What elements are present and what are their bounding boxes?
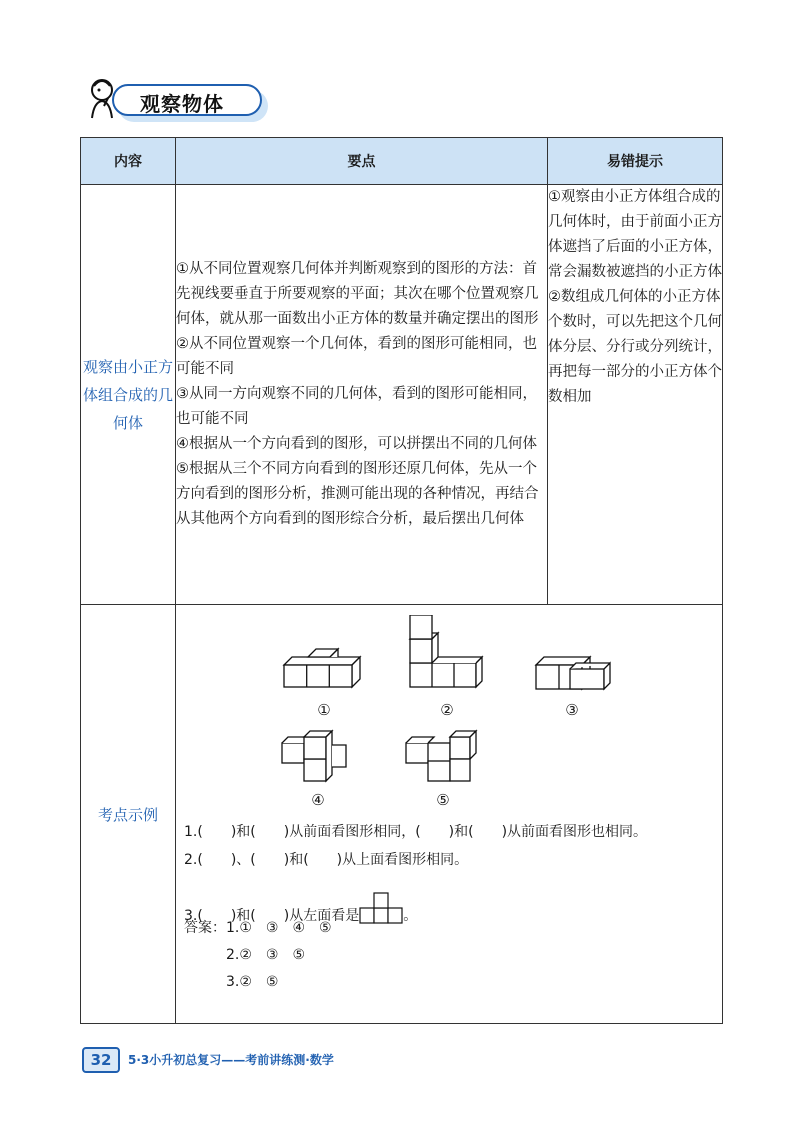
tips-cell [548, 185, 723, 605]
left-view-shape [359, 891, 403, 925]
cube-figure-1 [282, 635, 366, 691]
answer-3: 3.② ⑤ [226, 974, 279, 990]
key-point-3: ③从同一方向观察不同的几何体，看到的图形可能相同，也可能不同 [176, 386, 537, 427]
page-number: 32 [82, 1047, 120, 1073]
example-cell [176, 605, 723, 1024]
answer-2: 2.② ③ ⑤ [226, 947, 306, 963]
question-3-text: 3.( )和( )从左面看是 [184, 908, 360, 924]
section-title: 观察物体 [140, 92, 224, 116]
key-point-1: ①从不同位置观察几何体并判断观察到的图形的方法：首先视线要垂直于所要观察的平面；其次在哪个位置观察几何体，就从那一面数出小正方体的数量并确定摆出的图形 [176, 261, 539, 327]
col-header-common-mistakes: 易错提示 [548, 138, 723, 185]
key-point-5: ⑤根据从三个不同方向看到的图形还原几何体，先从一个方向看到的图形分析，推测可能出现的各种情况，再结合从其他两个方向看到的图形综合分析，最后摆出几何体 [176, 461, 539, 527]
row-label-observe: 观察由小正方体组合成的几何体 [81, 185, 176, 605]
book-title: 5·3小升初总复习——考前讲练测·数学 [128, 1053, 334, 1067]
summary-table [80, 137, 723, 1024]
cube-figure-3 [534, 643, 614, 693]
figure-label-3: ③ [565, 701, 579, 719]
cube-figure-2 [408, 615, 484, 691]
cube-figure-5 [404, 725, 478, 783]
question-3-end: 。 [403, 908, 418, 924]
row-label-example: 考点示例 [81, 605, 176, 1024]
figure-label-4: ④ [311, 791, 325, 809]
figure-label-5: ⑤ [436, 791, 450, 809]
key-point-4: ④根据从一个方向看到的图形，可以拼摆出不同的几何体 [176, 436, 537, 452]
cube-figure-4 [280, 725, 352, 783]
section-header [78, 74, 278, 124]
col-header-content: 内容 [81, 138, 176, 185]
tip-1: ①观察由小正方体组合成的几何体时，由于前面小正方体遮挡了后面的小正方体，常会漏数被遮挡的小正方体 [548, 189, 722, 280]
question-2: 2.( )、( )和( )从上面看图形相同。 [184, 852, 469, 868]
key-points-cell [176, 185, 548, 605]
answer-1: 1.① ③ ④ ⑤ [226, 920, 332, 936]
question-1: 1.( )和( )从前面看图形相同，( )和( )从前面看图形也相同。 [184, 824, 648, 840]
figure-label-1: ① [317, 701, 331, 719]
answer-label: 答案： [184, 920, 226, 936]
col-header-key-points: 要点 [176, 138, 548, 185]
key-point-2: ②从不同位置观察一个几何体，看到的图形可能相同，也可能不同 [176, 336, 537, 377]
figure-label-2: ② [440, 701, 454, 719]
tip-2: ②数组成几何体的小正方体个数时，可以先把这个几何体分层、分行或分列统计，再把每一部分的小正方体个数相加 [548, 289, 722, 405]
